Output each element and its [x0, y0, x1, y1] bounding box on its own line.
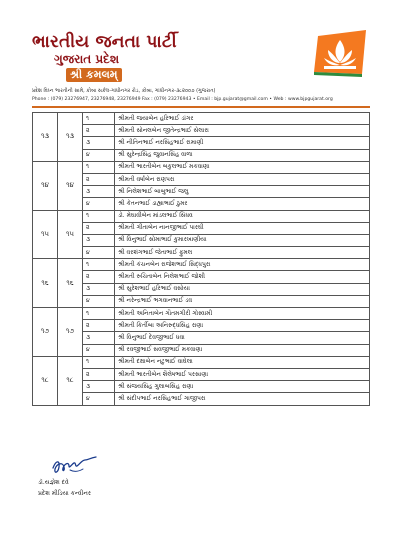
member-name: શ્રીમતી કંચનબેન રાજેશભાઈ સિદ્ધપુરા — [115, 259, 370, 271]
table-row — [33, 259, 370, 271]
table-row — [33, 247, 370, 259]
member-name: શ્રીમતી ભારતીબેન બકુલભાઈ મકવાણા — [115, 161, 370, 173]
member-name: શ્રી સુરેશભાઈ હરિભાઈ વસોયા — [115, 283, 370, 295]
row-serial: ૧ — [83, 356, 115, 368]
signature-image — [50, 454, 100, 476]
member-name: શ્રી સંજયસિંહ ગુલાબસિંહ રાણા — [115, 381, 370, 393]
group-number-left: ૧૬ — [33, 259, 58, 308]
group-number-left: ૧૩ — [33, 113, 58, 162]
member-table — [32, 112, 370, 406]
group-number-right: ૧૬ — [58, 259, 83, 308]
member-name: શ્રીમતી વર્ષાબેન રાણપરા — [115, 173, 370, 185]
office-name: શ્રી કમલમ્ — [66, 68, 122, 82]
table-row — [33, 149, 370, 161]
row-serial: ૧ — [83, 210, 115, 222]
member-name: શ્રીમતી દક્ષાબેન નટુભાઈ વાઘેલા — [115, 356, 370, 368]
row-serial: ૨ — [83, 320, 115, 332]
table-row — [33, 283, 370, 295]
table-row — [33, 393, 370, 405]
member-name: શ્રીમતી સોનલબેન જીતેન્દ્રભાઈ સેલારા — [115, 125, 370, 137]
member-name: શ્રી વરશંગભાઈ જેતાભાઈ ફુમલ — [115, 247, 370, 259]
table-row — [33, 137, 370, 149]
row-serial: ૧ — [83, 308, 115, 320]
row-serial: ૪ — [83, 344, 115, 356]
table-row — [33, 332, 370, 344]
member-name: શ્રી સંદીપભાઈ નરસિંહભાઈ ગાજીપરા — [115, 393, 370, 405]
member-name: ડો. મેઘાવીબેન માંડલભાઈ સિંધવ — [115, 210, 370, 222]
office-address: પ્રદેશ વિધ્ન ભારતીની સામે, કોબા સર્કલ-ગાંધીનગર રોડ, કોબા, ગાંધીનગર-૩૮૨૦૦૭ (ગુજરાત) — [32, 88, 216, 94]
row-serial: ૧ — [83, 259, 115, 271]
letterhead-divider — [32, 106, 370, 108]
group-number-right: ૧૮ — [58, 356, 83, 405]
signatory-title: પ્રદેશ મીડિયા કન્વીનર — [38, 490, 91, 497]
member-name: શ્રીમતી ભારતીબેન શૈલેષભાઈ પરસાણા — [115, 368, 370, 380]
row-serial: ૪ — [83, 393, 115, 405]
member-name: શ્રી વિનુભાઈ દેવજીભાઈ ધવા — [115, 332, 370, 344]
row-serial: ૪ — [83, 198, 115, 210]
table-row — [33, 198, 370, 210]
table-row — [33, 320, 370, 332]
row-serial: ૪ — [83, 295, 115, 307]
table-row — [33, 173, 370, 185]
table-row — [33, 344, 370, 356]
row-serial: ૨ — [83, 368, 115, 380]
org-name: ભારતીય જનતા પાર્ટી — [32, 32, 177, 52]
member-name: શ્રી સુરેન્દ્રસિંહ જુવાનસિંહ વાળા — [115, 149, 370, 161]
row-serial: ૨ — [83, 125, 115, 137]
row-serial: ૩ — [83, 234, 115, 246]
row-serial: ૩ — [83, 381, 115, 393]
group-number-right: ૧૭ — [58, 308, 83, 357]
table-row — [33, 113, 370, 125]
member-name: શ્રી કેતનભાઈ ડાહ્યાભાઈ ઠુમર — [115, 198, 370, 210]
table-row — [33, 271, 370, 283]
row-serial: ૪ — [83, 247, 115, 259]
lotus-logo — [310, 28, 370, 78]
table-row — [33, 381, 370, 393]
table-row — [33, 161, 370, 173]
member-name: શ્રીમતી કિર્તીબા અનિરુદ્ધસિંહ રાણા — [115, 320, 370, 332]
row-serial: ૩ — [83, 137, 115, 149]
table-row — [33, 222, 370, 234]
member-name: શ્રી નીતિનભાઈ નરસિંહભાઈ રામાણી — [115, 137, 370, 149]
table-row — [33, 295, 370, 307]
member-name: શ્રી રવજીભાઈ સવજીભાઈ મકવાણા — [115, 344, 370, 356]
table-row — [33, 186, 370, 198]
row-serial: ૧ — [83, 113, 115, 125]
group-number-left: ૧૮ — [33, 356, 58, 405]
group-number-left: ૧૪ — [33, 161, 58, 210]
group-number-right: ૧૩ — [58, 113, 83, 162]
group-number-right: ૧૫ — [58, 210, 83, 259]
row-serial: ૨ — [83, 271, 115, 283]
row-serial: ૨ — [83, 222, 115, 234]
row-serial: ૪ — [83, 149, 115, 161]
member-name: શ્રી વિનુભાઈ સોમાભાઈ કુમારખાણીયા — [115, 234, 370, 246]
row-serial: ૩ — [83, 186, 115, 198]
table-row — [33, 308, 370, 320]
member-name: શ્રીમતી રુચિતાબેન નિલેશભાઈ જોશી — [115, 271, 370, 283]
member-name: શ્રીમતી અનિતાબેન ગૌતમગીરી ગોસ્વામી — [115, 308, 370, 320]
row-serial: ૩ — [83, 283, 115, 295]
group-number-right: ૧૪ — [58, 161, 83, 210]
row-serial: ૨ — [83, 173, 115, 185]
member-name: શ્રી નિલેશભાઈ બાબુભાઈ જલુ — [115, 186, 370, 198]
signatory-name: ડૉ.યજ્ઞેશ દવે — [38, 479, 69, 486]
table-row — [33, 234, 370, 246]
group-number-left: ૧૭ — [33, 308, 58, 357]
member-name: શ્રીમતી ગીતાબેન નાનજીભાઈ પારઘી — [115, 222, 370, 234]
lotus-logo-icon — [310, 28, 370, 78]
table-row — [33, 368, 370, 380]
table-row — [33, 356, 370, 368]
org-state: ગુજરાત પ્રદેશ — [54, 52, 120, 66]
table-row — [33, 210, 370, 222]
row-serial: ૩ — [83, 332, 115, 344]
row-serial: ૧ — [83, 161, 115, 173]
group-number-left: ૧૫ — [33, 210, 58, 259]
table-row — [33, 125, 370, 137]
member-name: શ્રી નરેન્દ્રભાઈ ભગવાનભાઈ ડવ — [115, 295, 370, 307]
contact-line: Phone : (079) 23276947, 23276948, 23276949 Fax : (079) 23276943 • Email : bjp.gujarat@gmail.com • Web : www.bjpgujarat.org — [32, 97, 333, 102]
member-name: શ્રીમતી જયાબેન હરિભાઈ ડાંગર — [115, 113, 370, 125]
